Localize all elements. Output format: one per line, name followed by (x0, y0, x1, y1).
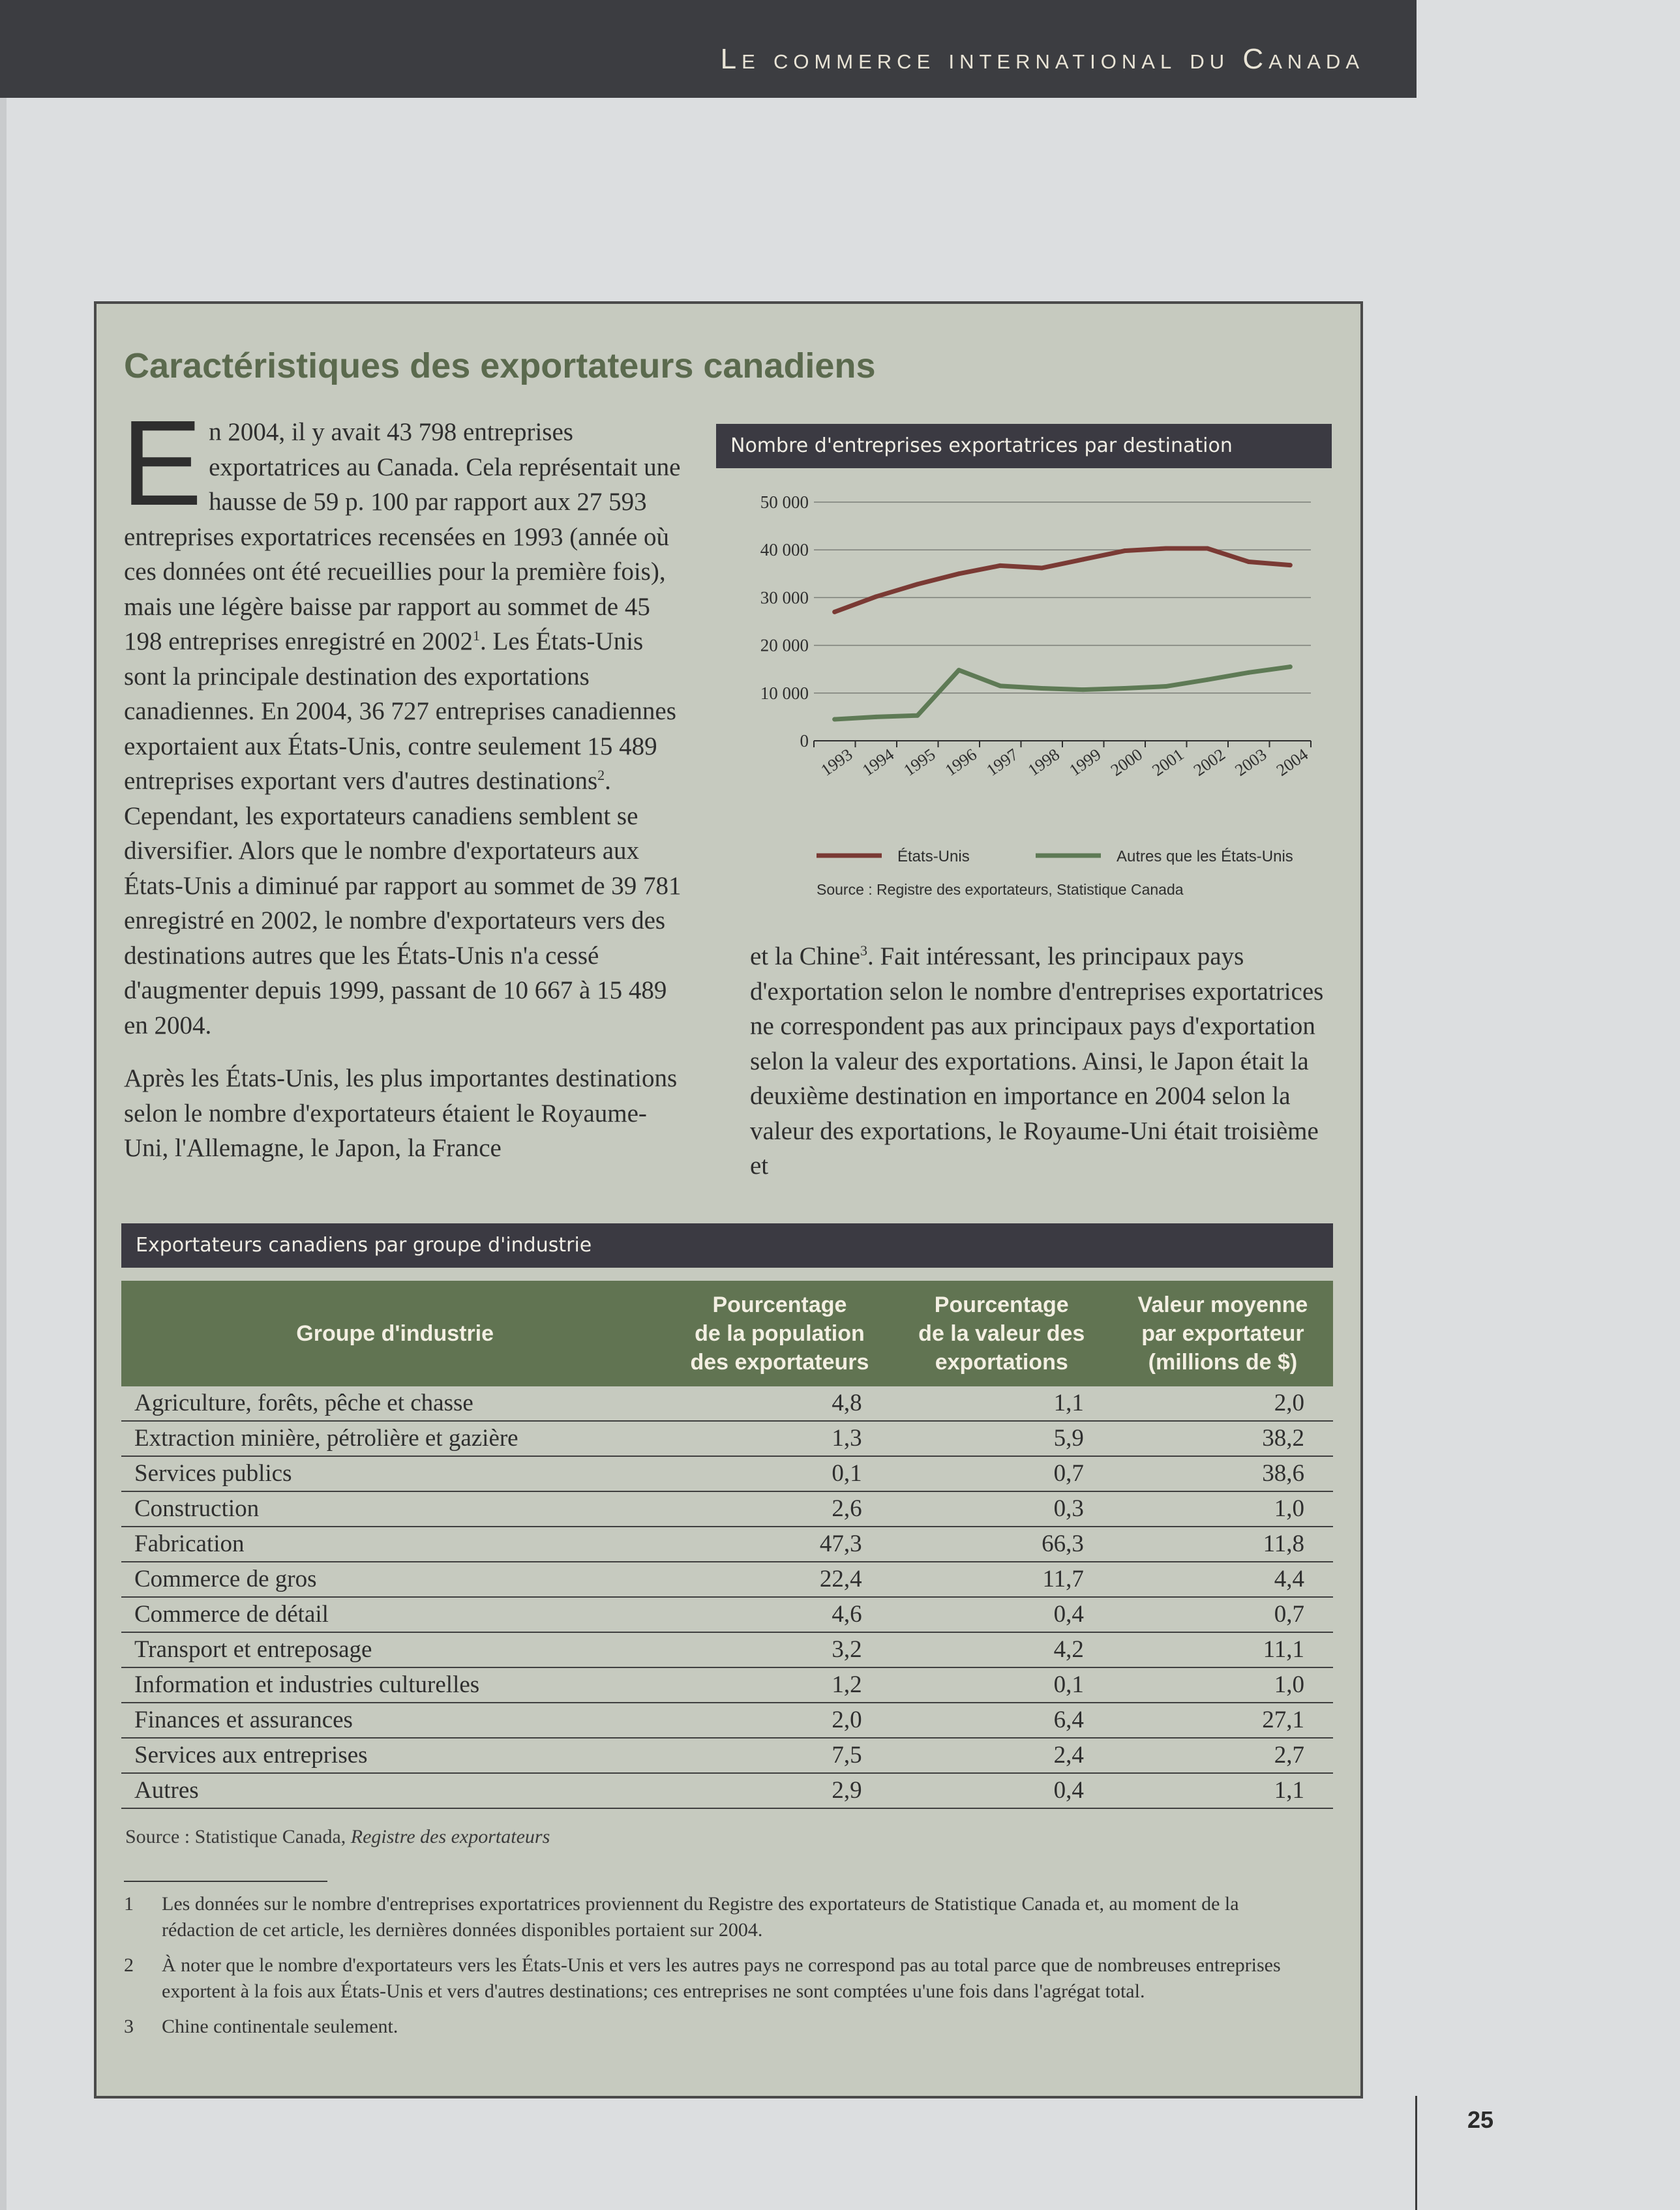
table-title: Exportateurs canadiens par groupe d'industrie (121, 1223, 1333, 1268)
chart-source: Source : Registre des exportateurs, Statistique Canada (817, 881, 1184, 898)
table-row (121, 1773, 1333, 1808)
data-point (832, 717, 837, 722)
x-tick-label: 1996 (941, 745, 980, 780)
x-tick-label: 1994 (858, 745, 897, 780)
table-cell-group: Construction (121, 1491, 668, 1527)
table-row (121, 1456, 1333, 1491)
data-point (1163, 684, 1168, 689)
table-cell-pop: 2,6 (668, 1491, 890, 1527)
table-cell-avg: 4,4 (1113, 1562, 1333, 1597)
table-cell-pop: 47,3 (668, 1527, 890, 1562)
y-tick-label: 20 000 (760, 635, 809, 655)
table-cell-group: Agriculture, forêts, pêche et chasse (121, 1386, 668, 1421)
table-row (121, 1667, 1333, 1703)
chart-title: Nombre d'entreprises exportatrices par destination (716, 424, 1332, 468)
table-cell-val: 0,1 (891, 1667, 1113, 1703)
left-column-text (121, 396, 685, 1184)
table-cell-pop: 2,9 (668, 1773, 890, 1808)
y-tick-label: 50 000 (760, 492, 809, 512)
table-cell-avg: 11,1 (1113, 1632, 1333, 1667)
data-point (1246, 670, 1251, 675)
table-cell-group: Extraction minière, pétrolière et gazière (121, 1421, 668, 1456)
data-point (957, 571, 961, 576)
table-row (121, 1386, 1333, 1421)
table-cell-group: Services aux entreprises (121, 1738, 668, 1773)
box-title: Caractéristiques des exportateurs canadiens (124, 346, 876, 385)
data-point (1205, 678, 1210, 682)
table-cell-avg: 38,2 (1113, 1421, 1333, 1456)
data-point (1040, 686, 1044, 691)
data-point (915, 713, 920, 718)
y-tick-label: 30 000 (760, 588, 809, 608)
header-industry-group: Groupe d'industrie (121, 1281, 668, 1386)
table-cell-val: 0,4 (891, 1597, 1113, 1632)
table-row (121, 1491, 1333, 1527)
table-row (121, 1632, 1333, 1667)
table-cell-avg: 38,6 (1113, 1456, 1333, 1491)
x-tick-label: 2002 (1190, 745, 1229, 780)
data-point (957, 668, 961, 672)
header-pct-population: Pourcentage de la population des exportateurs (668, 1281, 890, 1386)
footnote (124, 2014, 1298, 2040)
x-tick-label: 2004 (1272, 745, 1312, 780)
table-cell-val: 11,7 (891, 1562, 1113, 1597)
table-row (121, 1421, 1333, 1456)
data-point (1163, 546, 1168, 551)
industry-table (121, 1281, 1333, 1809)
header-avg-value: Valeur moyenne par exportateur (millions de $) (1113, 1281, 1333, 1386)
x-tick-label: 1999 (1066, 745, 1105, 780)
data-point (1081, 687, 1085, 692)
footnote-rule (124, 1881, 327, 1882)
table-cell-avg: 1,0 (1113, 1491, 1333, 1527)
x-tick-label: 2003 (1231, 745, 1270, 780)
table-cell-pop: 0,1 (668, 1456, 890, 1491)
table-cell-avg: 0,7 (1113, 1597, 1333, 1632)
data-point (998, 683, 1002, 688)
y-tick-label: 10 000 (760, 683, 809, 703)
page-edge (0, 0, 7, 2210)
data-point (874, 594, 878, 599)
table-row (121, 1562, 1333, 1597)
table-source: Source : Statistique Canada, Registre des exportateurs (125, 1826, 550, 1847)
table-cell-pop: 22,4 (668, 1562, 890, 1597)
table-cell-avg: 2,0 (1113, 1386, 1333, 1421)
table-row (121, 1703, 1333, 1738)
table-row (121, 1527, 1333, 1562)
x-tick-label: 1998 (1024, 745, 1063, 780)
table-cell-group: Information et industries culturelles (121, 1667, 668, 1703)
table-cell-val: 0,4 (891, 1773, 1113, 1808)
table-cell-pop: 2,0 (668, 1703, 890, 1738)
table-cell-avg: 11,8 (1113, 1527, 1333, 1562)
y-tick-label: 0 (800, 731, 809, 751)
running-header-title: Le commerce international du Canada (720, 43, 1364, 75)
data-point (915, 582, 920, 586)
x-tick-label: 1993 (817, 745, 856, 780)
right-column-text (750, 939, 1330, 1184)
data-point (1040, 566, 1044, 571)
footnotes (124, 1891, 1298, 2049)
table-cell-pop: 3,2 (668, 1632, 890, 1667)
y-tick-label: 40 000 (760, 540, 809, 560)
running-header (0, 0, 1417, 98)
data-point (874, 715, 878, 719)
x-tick-label: 2001 (1148, 745, 1188, 780)
page-rule (1415, 2096, 1417, 2210)
footnote-number: 3 (124, 2016, 134, 2037)
footnote-ref-3: 3 (860, 942, 867, 959)
series-line-0 (835, 548, 1291, 612)
data-point (1288, 664, 1293, 669)
footnote-text: Chine continentale seulement. (162, 2016, 398, 2037)
paragraph-3: et la Chine$^3$. Fait intéressant, les principaux pays d'exportation selon le nombre d'entreprises exportatrices ne correspondent pas aux principaux pays d'exportation selon la valeur des exportations. Ainsi, le Japon était la deuxième destination en importance en 2004 selon la valeur des exportations, le Royaume-Uni était troisième et (750, 942, 1324, 1180)
table-cell-group: Autres (121, 1773, 668, 1808)
table-cell-val: 66,3 (891, 1527, 1113, 1562)
footnote-ref-1: 1 (473, 627, 480, 644)
table-cell-pop: 4,8 (668, 1386, 890, 1421)
paragraph-1: En 2004, il y avait 43 798 entreprises exportatrices au Canada. Cela représentait une hausse de 59 p. 100 par rapport aux 27 593 entreprises exportatrices recensées en 1993 (année où ces données ont été recueillies pour la première fois), mais une légère baisse par rapport au sommet de 45 198 entreprises enregistré en 2002$^1$. Les États-Unis sont la principale destination des exportations canadiennes. En 2004, 36 727 entreprises canadiennes exportaient aux États-Unis, contre seulement 15 489 entreprises exportant vers d'autres destinations$^2$. Cependant, les exportateurs canadiens semblent se diversifier. Alors que le nombre d'exportateurs aux États-Unis a diminué par rapport au sommet de 39 781 enregistré en 2002, le nombre d'exportateurs vers des destinations autres que les États-Unis n'a cessé d'augmenter depuis 1999, passant de 10 667 à 15 489 en 2004. (121, 396, 682, 1039)
table-cell-val: 0,7 (891, 1456, 1113, 1491)
table-cell-group: Commerce de gros (121, 1562, 668, 1597)
legend-label: États-Unis (897, 848, 970, 865)
footnote (124, 1891, 1298, 1943)
data-point (1081, 557, 1085, 561)
table-cell-group: Finances et assurances (121, 1703, 668, 1738)
data-point (1205, 546, 1210, 551)
data-point (1288, 563, 1293, 567)
table-cell-group: Transport et entreposage (121, 1632, 668, 1667)
line-chart (717, 483, 1343, 913)
data-point (1122, 686, 1127, 691)
dropcap: E (121, 396, 203, 531)
table-cell-val: 2,4 (891, 1738, 1113, 1773)
table-cell-pop: 1,2 (668, 1667, 890, 1703)
paragraph-2: Après les États-Unis, les plus importantes destinations selon le nombre d'exportateurs étaient le Royaume-Uni, l'Allemagne, le Japon, la France (124, 1064, 678, 1162)
table-cell-avg: 27,1 (1113, 1703, 1333, 1738)
data-point (1246, 560, 1251, 564)
table-row (121, 1738, 1333, 1773)
legend-label: Autres que les États-Unis (1117, 848, 1293, 865)
data-point (1122, 548, 1127, 553)
table-cell-val: 5,9 (891, 1421, 1113, 1456)
table-cell-group: Services publics (121, 1456, 668, 1491)
header-pct-value: Pourcentage de la valeur des exportations (891, 1281, 1113, 1386)
table-cell-pop: 7,5 (668, 1738, 890, 1773)
table-cell-val: 6,4 (891, 1703, 1113, 1738)
page-number: 25 (1467, 2106, 1494, 2133)
table-cell-val: 1,1 (891, 1386, 1113, 1421)
footnote-text: Les données sur le nombre d'entreprises exportatrices proviennent du Registre des exportateurs de Statistique Canada et, au moment de la rédaction de cet article, les dernières données disponibles portaient sur 2004. (162, 1893, 1239, 1941)
footnote-ref-2: 2 (597, 767, 605, 783)
table-cell-avg: 1,0 (1113, 1667, 1333, 1703)
table-cell-group: Fabrication (121, 1527, 668, 1562)
table-cell-pop: 1,3 (668, 1421, 890, 1456)
data-point (832, 610, 837, 614)
table-cell-val: 4,2 (891, 1632, 1113, 1667)
table-cell-pop: 4,6 (668, 1597, 890, 1632)
footnote-number: 1 (124, 1893, 134, 1915)
data-point (998, 563, 1002, 568)
footnote (124, 1952, 1298, 2005)
table-cell-avg: 1,1 (1113, 1773, 1333, 1808)
footnote-text: À noter que le nombre d'exportateurs vers les États-Unis et vers les autres pays ne correspond pas au total parce que de nombreuses entreprises exportent à la fois aux États-Unis et vers d'autres destinations; ces entreprises ne sont comptées u'une fois dans l'agrégat total. (162, 1954, 1281, 2002)
table-cell-avg: 2,7 (1113, 1738, 1333, 1773)
x-tick-label: 1995 (900, 745, 939, 780)
x-tick-label: 2000 (1107, 745, 1146, 780)
table-row (121, 1597, 1333, 1632)
table-cell-group: Commerce de détail (121, 1597, 668, 1632)
footnote-number: 2 (124, 1954, 134, 1976)
table-cell-val: 0,3 (891, 1491, 1113, 1527)
x-tick-label: 1997 (983, 745, 1022, 780)
